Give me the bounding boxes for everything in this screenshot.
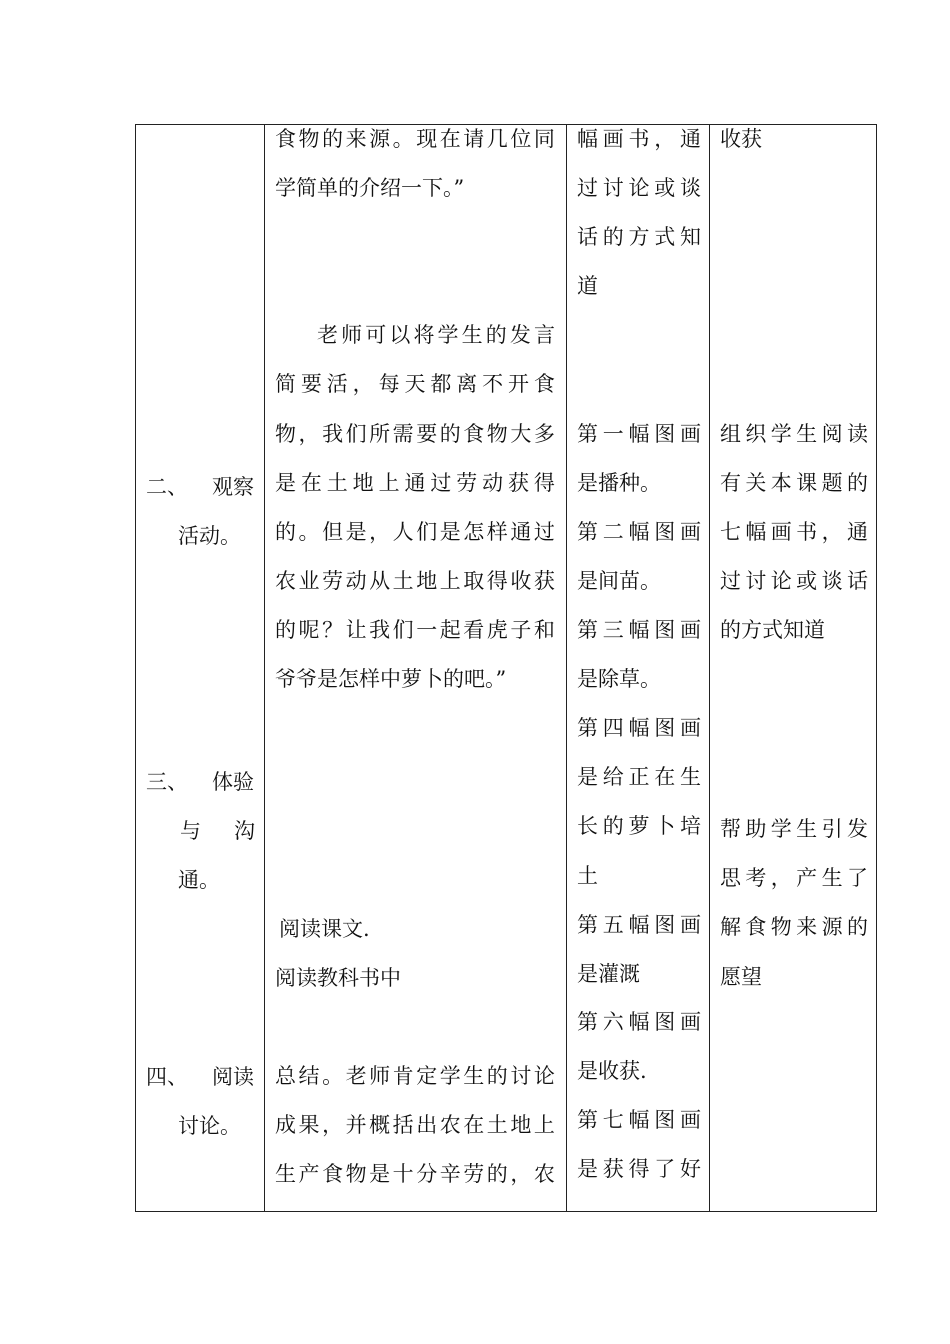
text-line: 第 五 幅 图 画 <box>577 913 701 937</box>
text-line: 解 食 物 来 源 的 <box>720 915 868 939</box>
section-4-title: 阅读 <box>212 1065 254 1089</box>
text-line: 农 业 劳 动 从 土 地 上 取 得 收 获 <box>275 569 555 593</box>
text-line: 是播种。 <box>577 471 661 495</box>
text-line: 帮 助 学 生 引 发 <box>720 817 868 841</box>
text-line: 过 讨 论 或 谈 话 <box>720 569 868 593</box>
design-intent-column <box>710 125 876 1211</box>
stage-column <box>136 125 264 1211</box>
text-line: 总 结 。 老 师 肯 定 学 生 的 讨 论 <box>275 1064 555 1088</box>
text-line: 第 一 幅 图 画 <box>577 422 701 446</box>
text-line: 幅 画 书 ， 通 <box>577 127 701 151</box>
text-line: 食 物 的 来 源 。 现 在 请 几 位 同 <box>275 127 555 151</box>
text-line: 第 七 幅 图 画 <box>577 1108 701 1132</box>
text-line: 的方式知道 <box>720 618 825 642</box>
text-line: 第 二 幅 图 画 <box>577 520 701 544</box>
text-line: 是除草。 <box>577 667 661 691</box>
text-line: 愿望 <box>720 965 762 989</box>
text-line: 是收获. <box>577 1059 647 1083</box>
text-line: 道 <box>577 274 598 298</box>
text-line: 话 的 方 式 知 <box>577 225 701 249</box>
text-line: 学简单的介绍一下。” <box>275 176 465 200</box>
text-line: 土 <box>577 864 598 888</box>
text-line: 第 四 幅 图 画 <box>577 716 701 740</box>
text-line: 收获 <box>720 127 762 151</box>
section-3-title: 体验 <box>212 770 254 794</box>
text-line: 长 的 萝 卜 培 <box>577 814 701 838</box>
text-line: 思 考 ， 产 生 了 <box>720 866 868 890</box>
section-3-title-cont: 通。 <box>178 868 220 892</box>
text-line: 阅读教科书中 <box>275 966 401 990</box>
text-line: 物 ， 我 们 所 需 要 的 食 物 大 多 <box>275 422 555 446</box>
section-3-number: 三、 <box>146 770 188 794</box>
text-line: 的 呢 ？ 让 我 们 一 起 看 虎 子 和 <box>275 618 555 642</box>
text-line: 是 给 正 在 生 <box>577 765 701 789</box>
text-line: 是间苗。 <box>577 569 661 593</box>
text-line: 阅读课文. <box>279 917 370 941</box>
section-3-title-part: 与 <box>180 819 201 843</box>
text-line: 第 三 幅 图 画 <box>577 618 701 642</box>
text-line: 生 产 食 物 是 十 分 辛 劳 的 ， 农 <box>275 1162 555 1186</box>
section-2-number: 二、 <box>146 475 188 499</box>
section-4-number: 四、 <box>146 1065 188 1089</box>
section-2-title: 观察 <box>212 475 254 499</box>
text-line: 的 。 但 是 ， 人 们 是 怎 样 通 过 <box>275 520 555 544</box>
text-line: 是 在 土 地 上 通 过 劳 动 获 得 <box>275 471 555 495</box>
section-2-title-cont: 活动。 <box>178 524 241 548</box>
text-line: 是 获 得 了 好 <box>577 1157 701 1181</box>
text-line: 组 织 学 生 阅 读 <box>720 422 868 446</box>
text-line: 七 幅 画 书 ， 通 <box>720 520 868 544</box>
text-line: 过 讨 论 或 谈 <box>577 176 701 200</box>
section-4-title-cont: 讨论。 <box>178 1114 241 1138</box>
text-line: 爷爷是怎样中萝卜的吧。” <box>275 667 507 691</box>
student-activity-column <box>567 125 709 1211</box>
text-line: 简 要 活 ， 每 天 都 离 不 开 食 <box>275 372 555 396</box>
text-line: 是灌溉 <box>577 962 640 986</box>
lesson-plan-table <box>135 124 877 1212</box>
section-3-title-part: 沟 <box>234 819 255 843</box>
text-line: 第 六 幅 图 画 <box>577 1010 701 1034</box>
text-line: 老 师 可 以 将 学 生 的 发 言 <box>317 323 555 347</box>
text-line: 成 果 ， 并 概 括 出 农 在 土 地 上 <box>275 1113 555 1137</box>
teacher-activity-column <box>265 125 565 1211</box>
text-line: 有 关 本 课 题 的 <box>720 471 868 495</box>
